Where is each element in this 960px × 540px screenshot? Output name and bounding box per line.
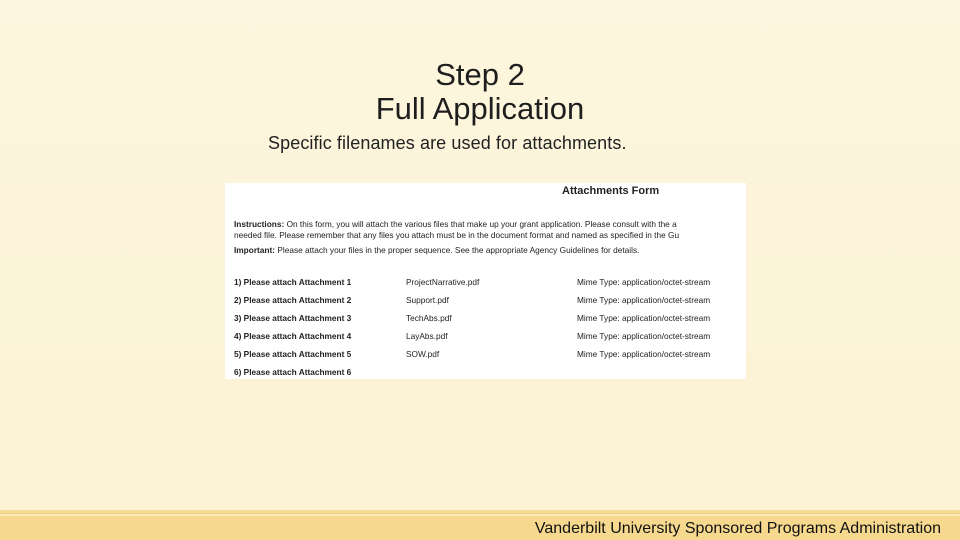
attachments-form-screenshot [225, 183, 746, 379]
attachment-row [225, 277, 746, 291]
attachment-label: 3) Please attach Attachment 3 [234, 313, 352, 323]
attachment-row [225, 331, 746, 345]
important-text: Please attach your files in the proper sequence. See the appropriate Agency Guidelines for details. [277, 245, 640, 255]
attachment-mime-type: Mime Type: application/octet-stream [577, 277, 711, 287]
attachment-row [225, 349, 746, 363]
slide-title-line-1: Step 2 [435, 57, 525, 92]
slide-title-line-2: Full Application [375, 91, 585, 126]
attachment-label: 1) Please attach Attachment 1 [234, 277, 352, 287]
attachment-label: 4) Please attach Attachment 4 [234, 331, 352, 341]
attachment-row [225, 295, 746, 309]
attachment-filename[interactable]: LayAbs.pdf [406, 331, 448, 341]
attachment-mime-type: Mime Type: application/octet-stream [577, 295, 711, 305]
attachment-mime-type: Mime Type: application/octet-stream [577, 349, 711, 359]
instructions-text-1: On this form, you will attach the various files that make up your grant application. Please consult with the a [286, 219, 677, 229]
attachment-filename[interactable]: TechAbs.pdf [406, 313, 452, 323]
attachment-mime-type: Mime Type: application/octet-stream [577, 331, 711, 341]
attachment-row [225, 313, 746, 327]
attachment-mime-type: Mime Type: application/octet-stream [577, 313, 711, 323]
attachment-label: 2) Please attach Attachment 2 [234, 295, 352, 305]
instructions-label: Instructions: [234, 219, 285, 229]
attachment-label: 6) Please attach Attachment 6 [234, 367, 352, 377]
attachment-row [225, 367, 746, 379]
bottom-band-line [0, 513, 960, 514]
attachment-filename[interactable]: ProjectNarrative.pdf [406, 277, 480, 287]
form-title: Attachments Form [562, 185, 660, 197]
attachment-label: 5) Please attach Attachment 5 [234, 349, 352, 359]
form-instructions [234, 219, 746, 240]
instructions-line-1 [234, 219, 746, 230]
slide-footer: Vanderbilt University Sponsored Programs Administration [534, 520, 941, 537]
slide-subtitle: Specific filenames are used for attachments. [268, 133, 627, 153]
form-important-note [234, 245, 639, 255]
important-label: Important: [234, 245, 276, 255]
instructions-line-2: needed file. Please remember that any files you attach must be in the document format and named as specified in the Gu [234, 229, 680, 240]
attachment-filename[interactable]: SOW.pdf [406, 349, 440, 359]
attachment-filename[interactable]: Support.pdf [406, 295, 449, 305]
